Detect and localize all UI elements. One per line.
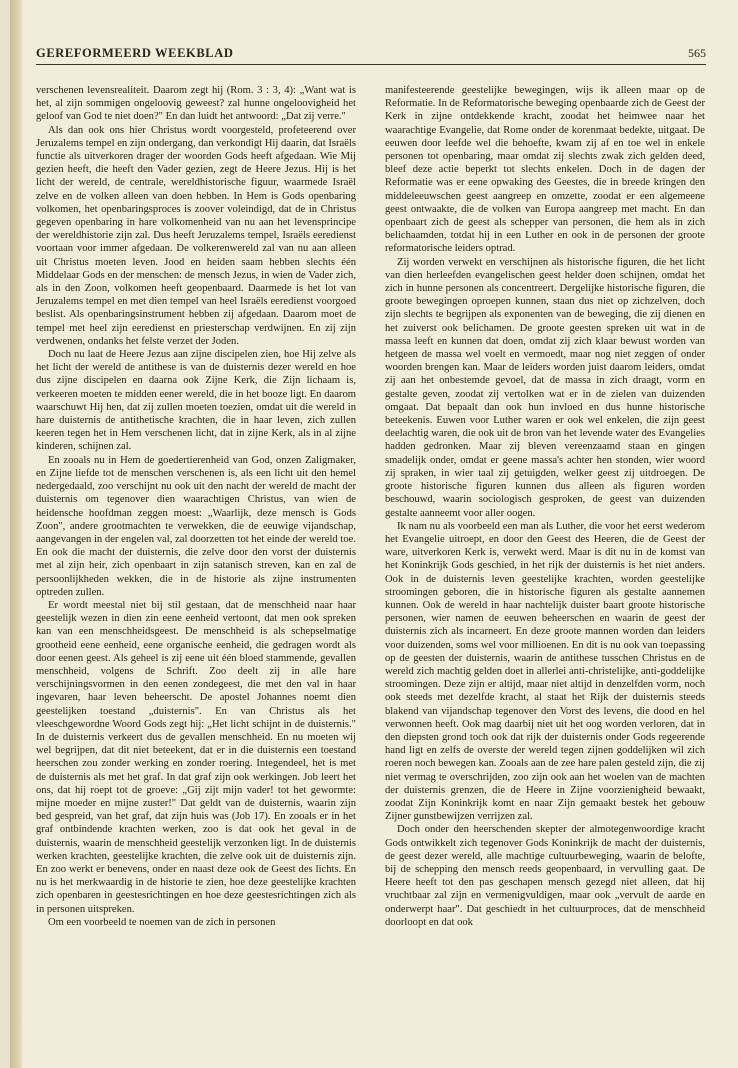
newspaper-page xyxy=(10,0,738,1068)
paragraph: Er wordt meestal niet bij stil gestaan, dat de menschheid naar haar geestelijk wezen in dien zin eene eenheid vertoont, dat men ook spreken kan van een menschheidsgeest. De menschheid is als schepselmatige grootheid eene eenheid, eene organische eenheid, die gedragen wordt als door eenen geest. Als geheel is zij eene uit één bloed stammende, gevallen menschheid, volgens de Schrift. Zoo deelt zij in alle hare verschijningsvormen in den eenen zondegeest, die met den val in haar ingevaren, haar leven beheerscht. De apostel Johannes noemt dien geestelijken toestand „duisternis". En van Christus als het vleeschgewordne Woord Gods zegt hij: „Het licht schijnt in de duisternis." In de duisternis verkeert dus de gevallen menschheid. En nu moeten wij wel begrijpen, dat dit niet beteekent, dat er in die duisternis een toestand heerschen zou zonder werking en zonder roering. Integendeel, het is met de duisternis als met het graf. In dat graf zijn ook werkingen. Job leert het ons, dat hij roept tot de groeve: „Gij zijt mijn vader! tot het gewormte: mijne moeder en mijne zuster!" Dat geldt van de duisternis, waarin zijn bed gespreid, van het graf, dat zijn huis was (Job 17). En zooals er in het graf ontbindende krachten werken, zoo is dat ook het geval in de duisternis, waarin de menschheid geestelijk verzonken ligt. In de duisternis werken krachten, geestelijke krachten, die zelve ook uit de duisternis zijn. En zoo werkt er benevens, onder en naast deze ook de Geest des lichts. En nu is het merkwaardig in de historie te zien, hoe deze geestelijke krachten zich openbaren in geestesrichtingen en hoe deze geestesrichtingen zich als in personen uitspreken. xyxy=(36,599,356,915)
publication-title: GEREFORMEERD WEEKBLAD xyxy=(36,46,234,60)
page-spine xyxy=(10,0,22,1068)
paragraph: verschenen levensrealiteit. Daarom zegt hij (Rom. 3 : 3, 4): „Want wat is het, al zijn sommigen ongeloovig geweest? zal hunne ongeloovigheid het geloof van God te niet doen?" En dan luidt het antwoord: „Dat zij verre." xyxy=(36,85,356,123)
page-number: 565 xyxy=(688,46,706,60)
page-header xyxy=(36,46,706,65)
paragraph: Als dan ook ons hier Christus wordt voorgesteld, profeteerend over Jeruzalems tempel en zijn ondergang, dan verkondigt Hij daarin, dat Israëls functie als uitverkoren drager der woorden Gods heeft afgedaan. Wie Mij gezien heeft, die heeft den Vader gezien, zegt de Heere Jezus. Hij is het licht der wereld, de centrale, wereldhistorische figuur, waarmede Israël zelve en de volken alleen van doen hebben. In Hem is Gods openbaring volkomen, het openbaringsproces is zoover voleindigd, dat de in Christus gegeven openbaring in hare volkomenheid van nu aan het levensprincipe der wereldhistorie zijn zal. Dus heeft Jeruzalems tempel, Israëls eeredienst voortaan voor immer afgedaan. De volkerenwereld zal van nu aan alleen uit Christus moeten leven. Jood en heiden saam hebben slechts één Middelaar Gods en der menschen: de mensch Jezus, in wien de Vader zich, als in den Zoon, volkomen heeft geopenbaard. Daarmede is het lot van Jeruzalems tempel en met dien tempel van heel Israëls eeredienst voorgoed beslist. Als openbaringsinstrument hebben zij afgedaan. Daarom moet de tempel met heel zijn eeredienst en priesterschap verdwijnen. En zij zijn verdwenen, ondanks het felste verzet der Joden. xyxy=(36,124,356,347)
paragraph: manifesteerende geestelijke bewegingen, wijs ik alleen maar op de Reformatie. In de Reformatorische beweging openbaarde zich de Geest der Kerk in zijne ontdekkende kracht, zoodat het heimwee naar het waarachtige Evangelie, dat Rome onder de korenmaat bedekte, uitgaat. De eeuwen door leefde wel die behoefte, kwam zij af en toe wel in enkele personen tot openbaring, maar omdat zij slechts zwak zich gelden deed, bleef deze actie beperkt tot slechts enkelen. Doch in de dagen der Reformatie was er eene opwaking des Geestes, die in breede kringen den middeleeuwschen geest aangreep en omzette, zoodat er een algemeene geest ontwaakte, die de volken van Europa aangreep met macht. En dan openbaart zich de geest als schepper van personen, die hem als in zich belichaamden, totdat hij in een Luther en ook in de personen der groote reformatorische leiders optrad. xyxy=(385,85,705,255)
paragraph: Ik nam nu als voorbeeld een man als Luther, die voor het eerst wederom het Evangelie uitroept, en door den Geest des Heeren, die de Geest der ware, uitverkoren Kerk is, verwekt werd. Maar is dit nu in de komst van het Koninkrijk Gods geschied, in het rijk der duisternis is het niet anders. Ook in de duisternis leven geestelijke krachten, worden geestelijke stroomingen geboren, die in historische figuren als gestalte aannemen kunnen. Ook de wereld in haar nachtelijk duister baart groote historische personen, wier namen de eeuwen beheerschen en waarin de geest der duisternis zich als incarneert. En deze groote mannen worden dan leiders voor duizenden, soms wel voor millioenen. En dit is nu ook van toepassing op de geesten der duisternis, waarin de antithese tusschen Christus en de wereld zich machtig gelden doet in allerlei anti-christelijke, anti-goddelijke stroomingen. Deze zijn er altijd, maar niet altijd in denzelfden vorm, noch ook steeds met dezelfde kracht, al staat het Rijk der duisternis steeds blakend van vijandschap tegenover den Vorst des levens, die dood en hel verwonnen heeft. Ook mag daarbij niet uit het oog worden verloren, dat in den diepsten grond toch ook dat rijk der duisternis onder Gods regeerende hand ligt en zelfs de overste der wereld tegen zijnen goddelijken wil zich roeren noch bewegen kan. Zooals aan de zee hare palen gesteld zijn, die zij niet vermag te overschrijden, zoo zijn ook aan het woelen van de machten der duisternis grenzen, die de Heere in Zijne voorzienigheid bewaakt, zoodat Zijn Koninkrijk komt en naar Zijn gemaakt bestek het gebouw Zijner gunstbewijzen verrijzen zal. xyxy=(385,520,705,823)
left-column xyxy=(36,84,356,1044)
paragraph: Doch nu laat de Heere Jezus aan zijne discipelen zien, hoe Hij zelve als het licht der wereld de antithese is van de duisternis dezer wereld en hoe dus zijne discipelen en daarna ook Zijne Kerk, die Zijn lichaam is, verkeeren moeten te midden eener wereld, die in het booze ligt. En daarom waarschuwt Hij hen, dat zij zullen moeten toezien, omdat uit die wereld in hare duisternis de antithetische krachten, die in haar leven, zich zullen keeren tegen het in Hem verschenen licht, dat in zijne Kerk, als in al zijne kinderen, schijnen zal. xyxy=(36,349,356,453)
paragraph: Zij worden verwekt en verschijnen als historische figuren, die het licht van dien herleefden evangelischen geest helder doen schijnen, omdat het zich in hunne personen als concentreert. Dergelijke historische figuren, die groote bewegingen oproepen kunnen, staan dus niet op zichzelven, doch zijn slechts te begrijpen als exponenten van de beweging, die zij dienen en het zuiverst ook belichamen. De groote geesten spreken uit wat in de massa leeft en kunnen dat doen, omdat zij zich klaar bewust worden van hetgeen de massa wel voelt en vermoedt, maar nog niet zeggen of onder woorden brengen kan. Maar de leiders worden juist daarom leiders, omdat zij aan het onbestemde gevoel, dat de massa in zich draagt, vorm en gestalte geven, zoodat zij vertolken wat er in de zielen van duizenden omgaat. Dat bepaalt dan ook hun invloed en dus hunne historische beteekenis. Euwen voor Luther waren er ook wel enkelen, die zijn geest deelachtig waren, die ook uit de bron van het levende water des Evangelies hadden gedronken. Maar zij bleven vereenzaamd staan en gingen smadelijk onder, omdat er geene massa's achter hen stonden, wier woord zij spraken, in wier taal zij getuigden, welker geest zij uitdroegen. De groote historische figuren kunnen dus alleen als figuren worden beschouwd, waarin sociologisch gesproken, de geest van duizenden gestalte aanneemt voor aller oogen. xyxy=(385,256,705,519)
right-column xyxy=(385,84,705,1044)
paragraph: Om een voorbeeld te noemen van de zich in personen xyxy=(48,916,276,928)
paragraph: Doch onder den heerschenden skepter der almotegenwoordige kracht Gods ontwikkelt zich tegenover Gods Koninkrijk de macht der duisternis, de geest dezer wereld, alle machtige cultuurbeweging, waarin de belofte, bij de schepping den mensch reeds geopenbaard, in vervulling gaat. De Heere heeft tot den pas geschapen mensch gezegd niet alleen, dat hij vruchtbaar zal zijn en vermenigvuldigen, maar ook „vervult de aarde en onderwerpt haar". Dat geschiedt in het cultuurproces, dat de menschheid doorloopt en dat ook xyxy=(385,824,705,928)
paragraph: En zooals nu in Hem de goedertierenheid van God, onzen Zaligmaker, en Zijne liefde tot de menschen verschenen is, als een licht uit den hemel nedergedaald, zoo verschijnt nu ook uit den nacht der wereld de macht der duisternis om tegenover dien waarachtigen Christus, van wien de heidensche hoofdman zeggen moest: „Waarlijk, deze mensch is Gods Zoon", andere grootmachten te verwekken, die de eeuwige vijandschap, aangevangen in der engelen val, zal doorzetten tot het einde der wereld toe. En ook die macht der duisternis, die zelve door den vorst der duisternis met al zijn heir, zich openbaart in zijn satanisch streven, kan en zal de persoonlijkheden wekken, die in de historie als zijne instrumenten optreden zullen. xyxy=(36,454,356,598)
